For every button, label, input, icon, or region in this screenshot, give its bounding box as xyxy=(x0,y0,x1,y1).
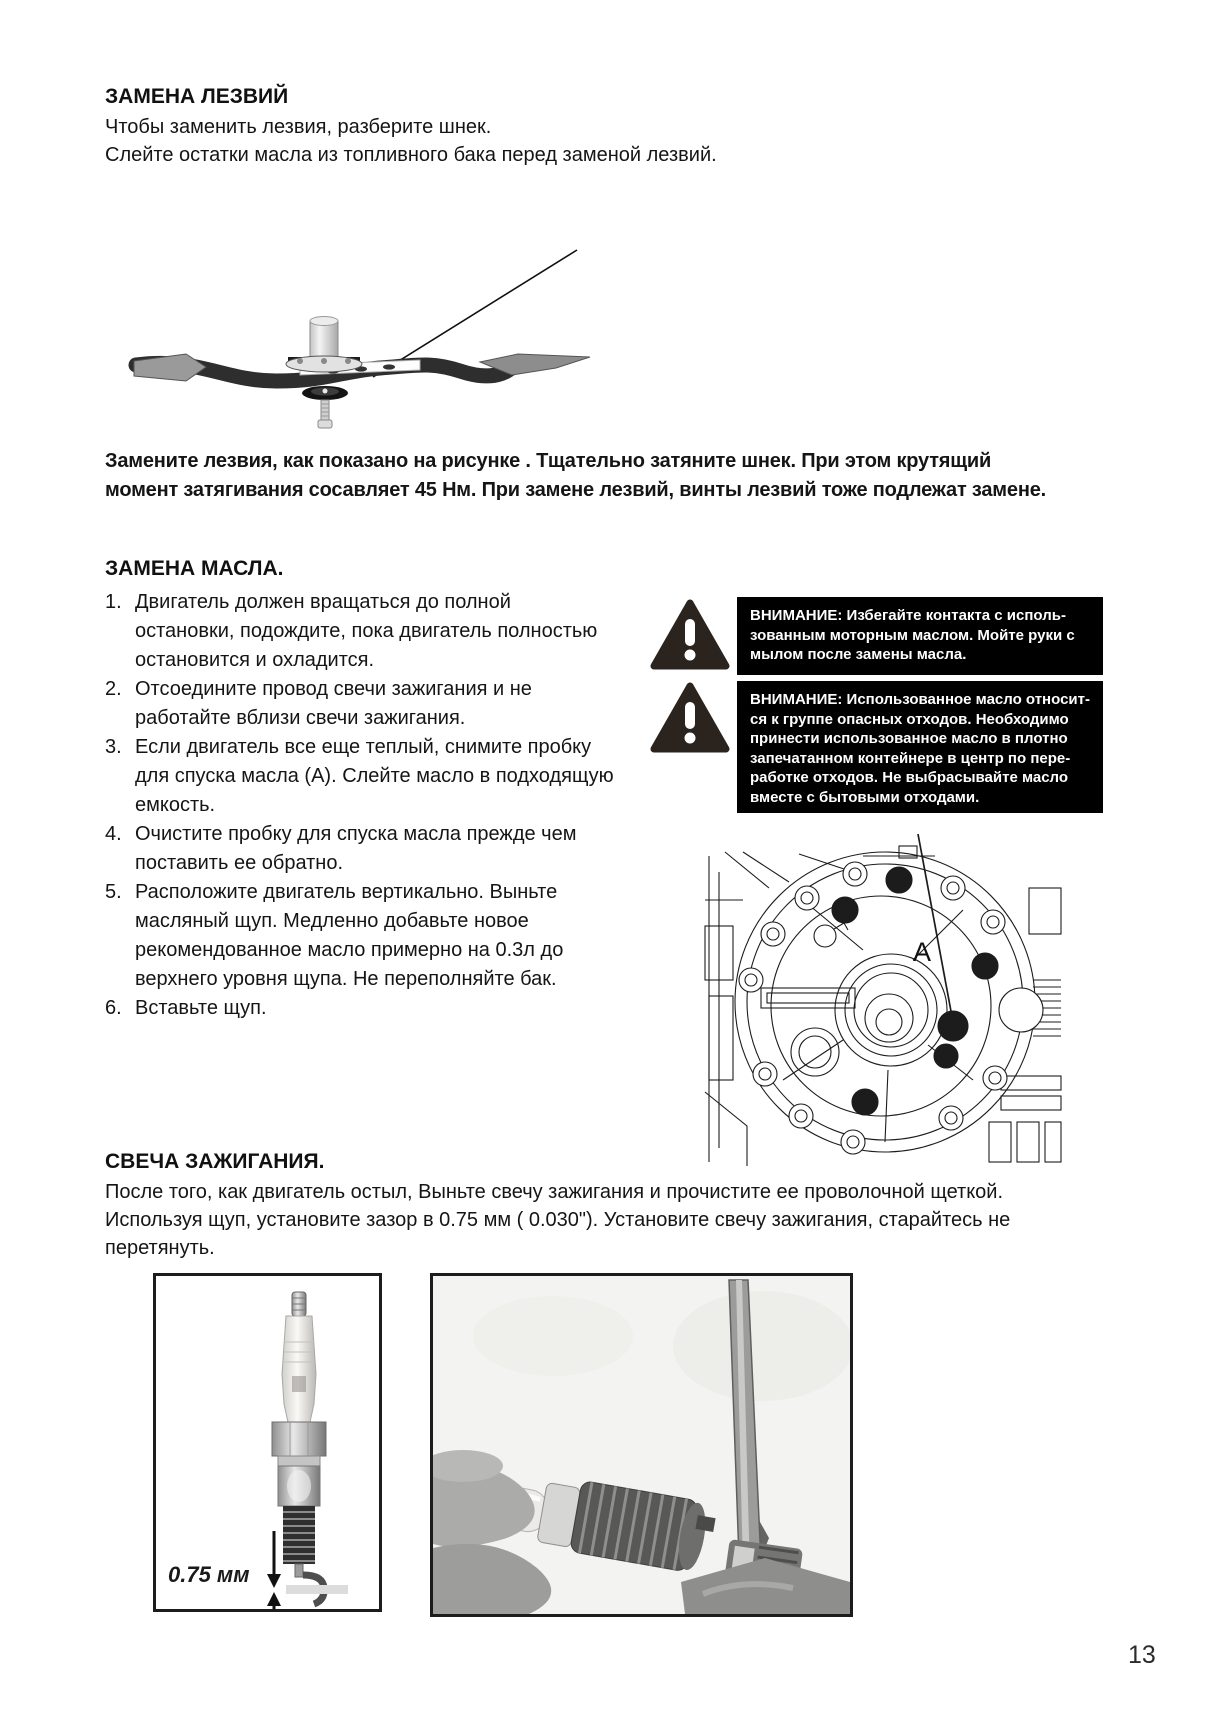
plug-hex-nut xyxy=(272,1422,326,1456)
plug-center-electrode xyxy=(295,1564,303,1577)
gap-measurement-label: 0.75 мм xyxy=(168,1562,250,1587)
oil-step-1: 1. Двигатель должен вращаться до полной остановки, подождите, пока двигатель полностью остановится и охладится. xyxy=(105,588,645,675)
blade-illustration xyxy=(128,215,623,430)
step-number: 1. xyxy=(105,591,122,613)
step-number: 6. xyxy=(105,997,122,1019)
page-number: 13 xyxy=(1128,1641,1156,1669)
warning-box-oil-disposal: ВНИМАНИЕ: Использованное масло относит- ся к группе опасных отходов. Необходимо принести использованное масло в плотно запечатанном контейнере в центр по пере- работке отходов. Не выбрасывайте масло вместе с бытовыми отходами. xyxy=(737,681,1103,813)
warning-triangle-icon xyxy=(650,598,730,672)
warning-box-oil-contact: ВНИМАНИЕ: Избегайте контакта с исполь- зованным моторным маслом. Мойте руки с мылом после замены масла. xyxy=(737,597,1103,675)
blade-section-line: Чтобы заменить лезвия, разберите шнек. xyxy=(105,116,492,138)
oil-step-2: 2. Отсоедините провод свечи зажигания и не работайте вблизи свечи зажигания. xyxy=(105,675,645,733)
spark-section-line: После того, как двигатель остыл, Выньте свечу зажигания и прочистите ее проволочной щеткой. xyxy=(105,1181,1004,1203)
spark-section-heading: СВЕЧА ЗАЖИГАНИЯ. xyxy=(105,1150,325,1173)
blade-section-heading: ЗАМЕНА ЛЕЗВИЙ xyxy=(105,85,289,108)
bold-note-line: момент затягивания сосавляет 45 Нм. При замене лезвий, винты лезвий тоже подлежат замене. xyxy=(105,479,1046,501)
oil-step-6: 6. Вставьте щуп. xyxy=(105,994,645,1023)
blade-bolt xyxy=(321,400,329,420)
oil-steps-list xyxy=(105,588,645,1023)
oil-section-heading-wrap xyxy=(105,556,284,585)
engine-figure xyxy=(703,830,1065,1170)
plug-threads xyxy=(283,1506,315,1564)
blade-figure xyxy=(128,215,623,430)
spark-section-line: перетянуть. xyxy=(105,1237,215,1259)
engine-label-a: A xyxy=(913,937,932,967)
step-number: 4. xyxy=(105,823,122,845)
spark-plug-adjust-figure xyxy=(430,1273,853,1617)
oil-step-3: 3. Если двигатель все еще теплый, снимите пробку для спуска масла (А). Слейте масло в подходящую емкость. xyxy=(105,733,645,820)
engine-illustration xyxy=(703,830,1065,1170)
blade-bold-note xyxy=(105,447,1046,505)
spark-section xyxy=(105,1149,1010,1262)
blade-section xyxy=(105,84,717,169)
oil-section-heading: ЗАМЕНА МАСЛА. xyxy=(105,557,284,580)
warning-triangle-icon xyxy=(650,681,730,755)
blade-section-line: Слейте остатки масла из топливного бака перед заменой лезвий. xyxy=(105,144,717,166)
oil-drain-plug xyxy=(938,1011,968,1041)
blade-spindle xyxy=(310,321,338,361)
spark-plug-gap-figure xyxy=(153,1273,382,1612)
gap-bar xyxy=(286,1585,348,1594)
spark-plug-gap-photo xyxy=(433,1276,850,1614)
spark-section-line: Используя щуп, установите зазор в 0.75 мм ( 0.030"). Установите свечу зажигания, старайтесь не xyxy=(105,1209,1011,1231)
step-number: 3. xyxy=(105,736,122,758)
plug-insulator xyxy=(282,1316,316,1422)
oil-step-4: 4. Очистите пробку для спуска масла прежде чем поставить ее обратно. xyxy=(105,820,645,878)
oil-step-5: 5. Расположите двигатель вертикально. Выньте масляный щуп. Медленно добавьте новое рекомендованное масло примерно на 0.3л до верхнего уровня щупа. Не переполняйте бак. xyxy=(105,878,645,994)
bold-note-line: Замените лезвия, как показано на рисунке . Тщательно затяните шнек. При этом крутящий xyxy=(105,450,992,472)
step-number: 5. xyxy=(105,881,122,903)
step-number: 2. xyxy=(105,678,122,700)
spark-plug-photo xyxy=(156,1276,379,1609)
